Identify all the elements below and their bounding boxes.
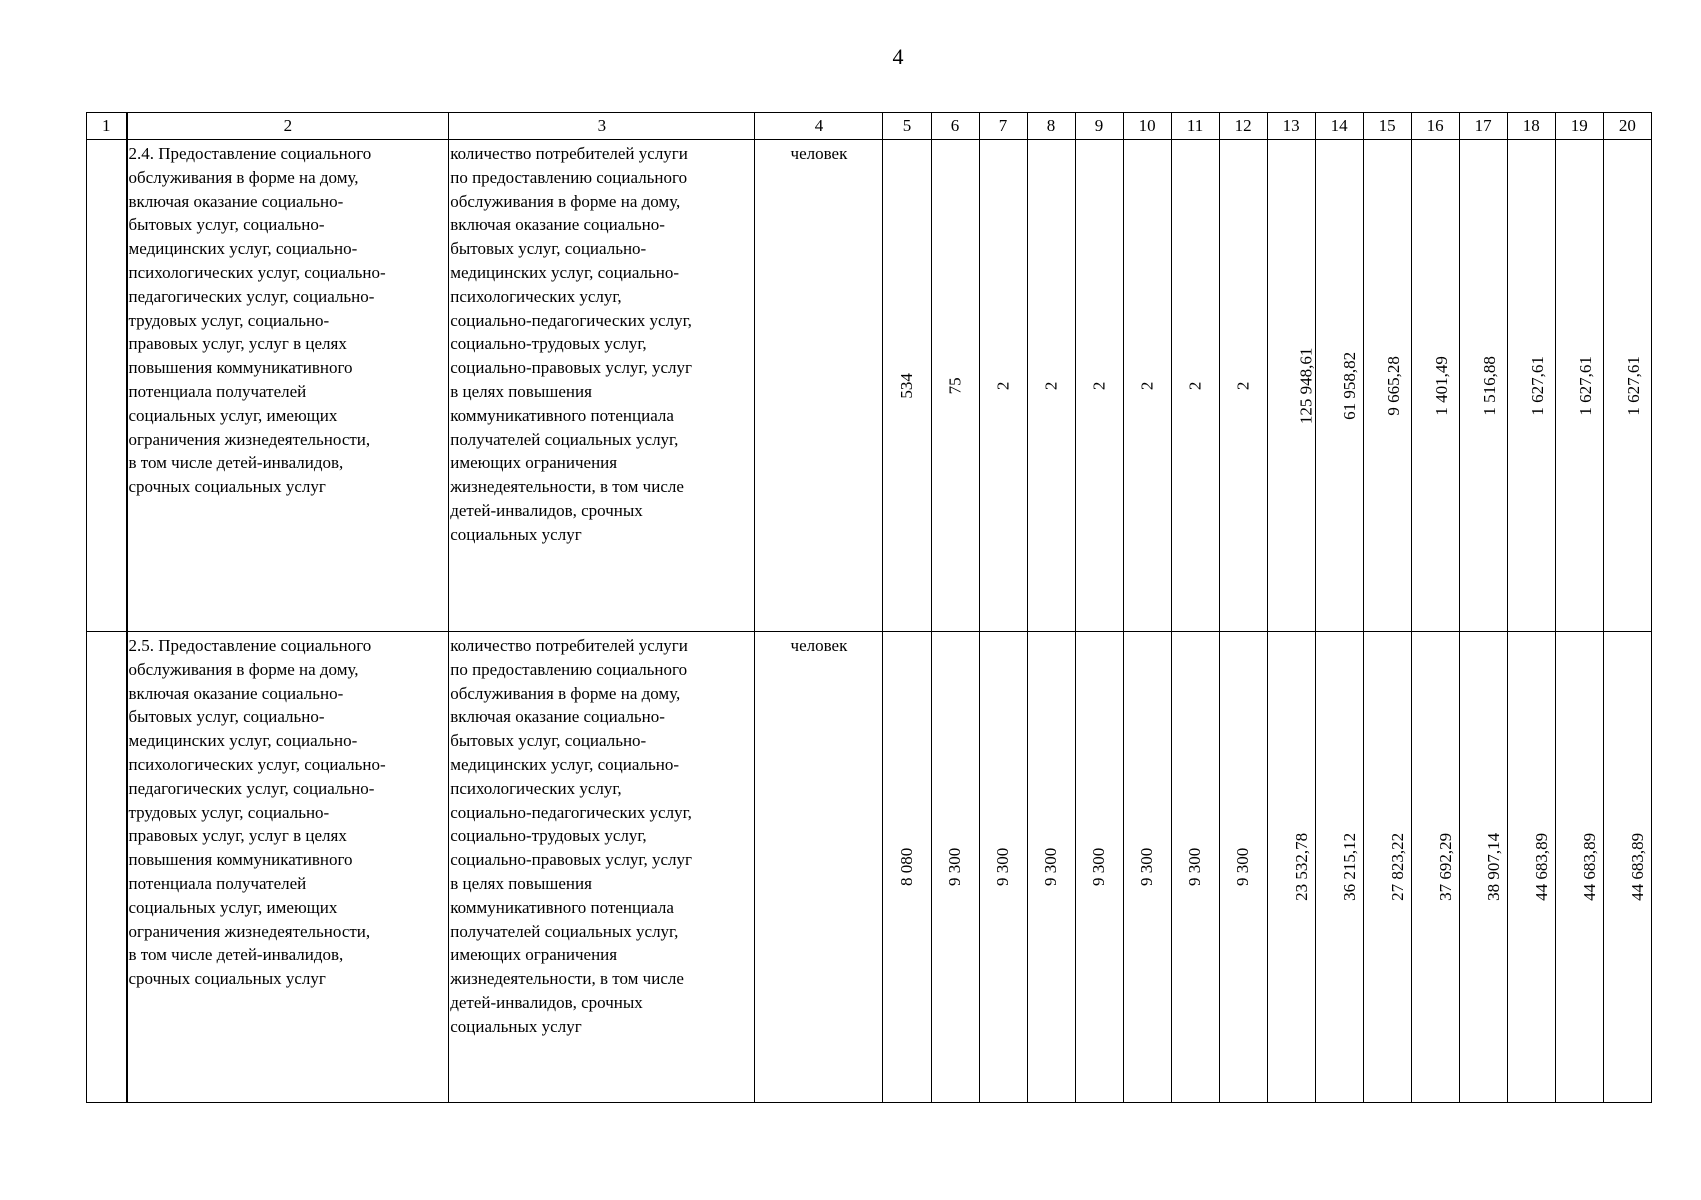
indicator-line: медицинских услуг, социально- [450, 262, 680, 282]
value-text: 9 665,28 [1383, 355, 1403, 416]
col-header: 18 [1507, 113, 1555, 140]
value-cell [1075, 140, 1123, 632]
value-cell [1123, 632, 1171, 1103]
value-cell [1507, 140, 1555, 632]
value-cell [979, 140, 1027, 632]
value-text: 9 300 [1089, 847, 1109, 887]
page-number: 4 [892, 44, 904, 69]
unit-cell: человек [755, 632, 883, 1103]
indicator-line: медицинских услуг, социально- [450, 754, 680, 774]
value-text: 36 215,12 [1339, 832, 1359, 901]
value-text: 38 907,14 [1483, 832, 1503, 901]
indicator-line: по предоставлению социального [450, 659, 688, 679]
table-row [87, 140, 1652, 632]
value-text: 9 300 [1041, 847, 1061, 887]
service-name-line: повышения коммуникативного [128, 358, 353, 378]
indicator-line: имеющих ограничения [450, 945, 618, 965]
row-number-cell [87, 140, 127, 632]
service-name-line: 2.5. Предоставление социального [128, 636, 372, 655]
indicator-line: жизнедеятельности, в том числе [450, 477, 684, 497]
service-name-line: повышения коммуникативного [128, 850, 353, 870]
value-cell [883, 632, 931, 1103]
value-cell [1363, 140, 1411, 632]
unit-cell: человек [755, 140, 883, 632]
value-text: 1 627,61 [1527, 355, 1547, 416]
indicator-line: обслуживания в форме на дому, [450, 191, 681, 211]
service-name-line: социальных услуг, имеющих [128, 405, 338, 425]
value-text: 9 300 [993, 847, 1013, 887]
service-name-line: 2.4. Предоставление социального [128, 144, 372, 163]
value-text: 1 401,49 [1431, 355, 1451, 416]
service-name-line: в том числе детей-инвалидов, [128, 945, 344, 965]
col-header: 4 [755, 113, 883, 140]
col-header: 20 [1603, 113, 1651, 140]
value-text: 1 516,88 [1479, 355, 1499, 416]
col-header: 11 [1171, 113, 1219, 140]
indicator-line: в целях повышения [450, 873, 592, 893]
value-cell [1315, 140, 1363, 632]
value-cell [1219, 140, 1267, 632]
indicator-line: обслуживания в форме на дому, [450, 683, 681, 703]
value-cell [1411, 140, 1459, 632]
value-cell [1507, 632, 1555, 1103]
value-text: 9 300 [1185, 847, 1205, 887]
value-cell [1027, 140, 1075, 632]
value-text: 61 958,82 [1339, 351, 1359, 420]
value-cell [1555, 632, 1603, 1103]
value-text: 23 532,78 [1291, 832, 1311, 901]
service-name-line: в том числе детей-инвалидов, [128, 453, 344, 473]
indicator-line: получателей социальных услуг, [450, 921, 679, 941]
row-number-cell [87, 632, 127, 1103]
service-name-line: включая оказание социально- [128, 683, 344, 703]
col-header: 1 [87, 113, 127, 140]
indicator-line: бытовых услуг, социально- [450, 731, 647, 751]
value-cell [883, 140, 931, 632]
value-text: 44 683,89 [1579, 832, 1599, 901]
value-cell [1123, 140, 1171, 632]
value-cell [1075, 632, 1123, 1103]
service-name-line: трудовых услуг, социально- [128, 802, 330, 822]
value-cell [1555, 140, 1603, 632]
indicator-cell [449, 140, 755, 632]
service-name-line: психологических услуг, социально- [128, 754, 386, 774]
value-text: 2 [1185, 381, 1205, 390]
value-cell [1267, 632, 1315, 1103]
service-name-line: бытовых услуг, социально- [128, 215, 325, 235]
col-header: 6 [931, 113, 979, 140]
indicator-line: в целях повышения [450, 381, 592, 401]
indicator-line: социально-педагогических услуг, [450, 802, 692, 822]
value-cell [1267, 140, 1315, 632]
header-row [87, 113, 1652, 140]
service-name-line: педагогических услуг, социально- [128, 778, 375, 798]
value-cell [1603, 632, 1651, 1103]
indicator-line: количество потребителей услуги [450, 636, 688, 655]
service-name-cell [127, 140, 449, 632]
service-name-line: потенциала получателей [128, 381, 307, 401]
indicator-line: получателей социальных услуг, [450, 429, 679, 449]
indicator-line: социальных услуг [450, 1016, 582, 1036]
value-text: 125 948,61 [1295, 347, 1315, 424]
value-cell [1603, 140, 1651, 632]
value-text: 44 683,89 [1531, 832, 1551, 901]
col-header: 7 [979, 113, 1027, 140]
col-header: 10 [1123, 113, 1171, 140]
service-name-line: обслуживания в форме на дому, [128, 167, 359, 187]
value-text: 2 [993, 381, 1013, 390]
indicator-line: включая оказание социально- [450, 707, 665, 727]
service-name-line: потенциала получателей [128, 873, 307, 893]
service-name-line: трудовых услуг, социально- [128, 310, 330, 330]
value-text: 44 683,89 [1627, 832, 1647, 901]
service-name-line: включая оказание социально- [128, 191, 344, 211]
value-cell [1363, 632, 1411, 1103]
service-name-line: обслуживания в форме на дому, [128, 659, 359, 679]
col-header: 17 [1459, 113, 1507, 140]
service-name-line: бытовых услуг, социально- [128, 707, 325, 727]
value-text: 9 300 [1233, 847, 1253, 887]
value-cell [1219, 632, 1267, 1103]
service-name-line: педагогических услуг, социально- [128, 286, 375, 306]
value-cell [1171, 632, 1219, 1103]
service-name-line: срочных социальных услуг [128, 969, 326, 989]
value-text: 2 [1089, 381, 1109, 390]
service-name-line: ограничения жизнедеятельности, [128, 921, 371, 941]
value-cell [1411, 632, 1459, 1103]
value-cell [1459, 632, 1507, 1103]
data-table [86, 112, 1652, 1103]
value-text: 1 627,61 [1575, 355, 1595, 416]
col-header: 2 [127, 113, 449, 140]
value-text: 9 300 [945, 847, 965, 887]
service-name-cell [127, 632, 449, 1103]
col-header: 14 [1315, 113, 1363, 140]
value-text: 37 692,29 [1435, 832, 1455, 901]
indicator-line: социально-педагогических услуг, [450, 310, 692, 330]
value-text: 1 627,61 [1623, 355, 1643, 416]
table-row [87, 632, 1652, 1103]
value-text: 8 080 [897, 847, 917, 887]
value-cell [1171, 140, 1219, 632]
indicator-line: детей-инвалидов, срочных [450, 500, 643, 520]
value-text: 534 [897, 372, 917, 399]
col-header: 16 [1411, 113, 1459, 140]
indicator-line: по предоставлению социального [450, 167, 688, 187]
value-cell [1459, 140, 1507, 632]
indicator-line: количество потребителей услуги [450, 144, 688, 163]
indicator-line: коммуникативного потенциала [450, 405, 674, 425]
col-header: 15 [1363, 113, 1411, 140]
indicator-line: бытовых услуг, социально- [450, 239, 647, 259]
indicator-line: включая оказание социально- [450, 215, 665, 235]
indicator-line: коммуникативного потенциала [450, 897, 674, 917]
value-text: 75 [945, 376, 965, 394]
value-text: 2 [1137, 381, 1157, 390]
col-header: 9 [1075, 113, 1123, 140]
indicator-line: жизнедеятельности, в том числе [450, 969, 684, 989]
indicator-line: социально-трудовых услуг, [450, 826, 647, 846]
service-name-line: правовых услуг, услуг в целях [128, 334, 347, 354]
service-name-line: срочных социальных услуг [128, 477, 326, 497]
col-header: 8 [1027, 113, 1075, 140]
service-name-line: правовых услуг, услуг в целях [128, 826, 347, 846]
value-cell [979, 632, 1027, 1103]
indicator-line: детей-инвалидов, срочных [450, 992, 643, 1012]
service-name-line: психологических услуг, социально- [128, 262, 386, 282]
value-cell [1027, 632, 1075, 1103]
col-header: 13 [1267, 113, 1315, 140]
col-header: 5 [883, 113, 931, 140]
col-header: 19 [1555, 113, 1603, 140]
value-text: 9 300 [1137, 847, 1157, 887]
value-text: 2 [1041, 381, 1061, 390]
indicator-line: психологических услуг, [450, 778, 622, 798]
col-header: 3 [449, 113, 755, 140]
value-cell [931, 140, 979, 632]
indicator-cell [449, 632, 755, 1103]
service-name-line: социальных услуг, имеющих [128, 897, 338, 917]
value-text: 2 [1233, 381, 1253, 390]
col-header: 12 [1219, 113, 1267, 140]
indicator-line: психологических услуг, [450, 286, 622, 306]
value-cell [931, 632, 979, 1103]
service-name-line: медицинских услуг, социально- [128, 239, 358, 259]
value-text: 27 823,22 [1387, 832, 1407, 901]
value-cell [1315, 632, 1363, 1103]
service-name-line: медицинских услуг, социально- [128, 731, 358, 751]
indicator-line: социально-правовых услуг, услуг [450, 850, 692, 870]
service-name-line: ограничения жизнедеятельности, [128, 429, 371, 449]
indicator-line: социальных услуг [450, 524, 582, 544]
indicator-line: социально-правовых услуг, услуг [450, 358, 692, 378]
indicator-line: социально-трудовых услуг, [450, 334, 647, 354]
indicator-line: имеющих ограничения [450, 453, 618, 473]
